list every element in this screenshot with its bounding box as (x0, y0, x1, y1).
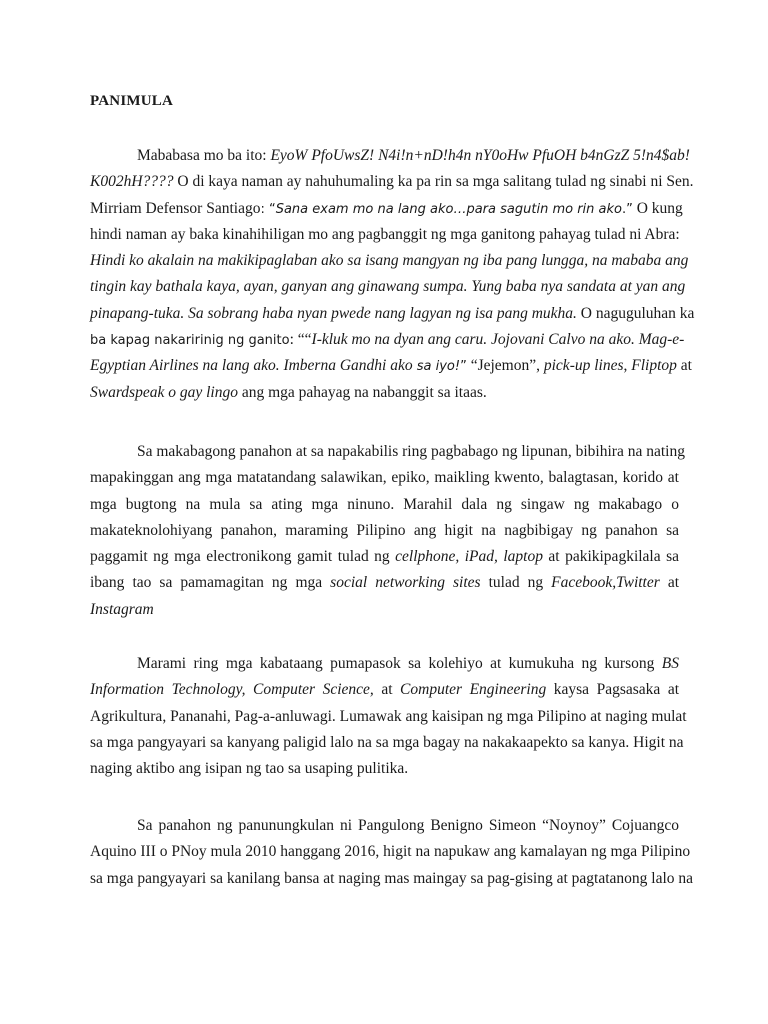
text-run: at (373, 681, 401, 699)
term: social networking sites (330, 574, 481, 592)
text-line (90, 169, 694, 195)
paragraph-courses (90, 651, 687, 782)
text-run: , (623, 357, 632, 375)
paragraph-politics (90, 813, 694, 892)
term: pick-up lines (543, 357, 624, 375)
text-run: paggamit ng mga electronikong gamit tulad ng (90, 548, 396, 566)
text-line (90, 301, 695, 327)
text-run: : “ (260, 201, 276, 217)
jejemon-quote: sa iyo! (412, 359, 461, 375)
gay-lingo-quote: I-kluk mo na dyan ang caru. Jojovani Calvo na ako. Mag-e- (311, 331, 685, 349)
fliptop-quote-line: tingin kay bathala kaya, ayan, ganyan ang ginawang sumpa. Yung baba nya sandata at yan ang (90, 278, 686, 296)
fliptop-quote: pinapang-tuka. Sa sobrang haba nyan pwede nang lagyan ng isa pang mukha. (90, 304, 577, 322)
text-run: Marami ring mga kabataang pumapasok sa kolehiyo at kumukuha ng kursong (137, 655, 662, 672)
section-heading: PANIMULA (90, 93, 173, 109)
text-line (90, 380, 679, 406)
text-line: makateknolohiyang panahon, maraming Pilipino ang higit na nagbibigay ng panahon sa (90, 521, 679, 539)
text-line: naging aktibo ang isipan ng tao sa usaping pulitika. (90, 760, 409, 778)
text-line: Agrikultura, Pananahi, Pag-a-anluwagi. Lumawak ang kaisipan ng mga Pilipino at naging mulat (90, 707, 687, 725)
text-line (90, 353, 692, 379)
text-run: : ““ (289, 331, 312, 349)
text-line (90, 196, 683, 222)
term: Computer Engineering (400, 681, 547, 699)
text-run: ” (460, 359, 467, 375)
term: cellphone, iPad, laptop (395, 548, 543, 566)
term: Information Technology, Computer Science, (90, 681, 374, 699)
text-line (90, 544, 679, 570)
text-run: ba kapag nakaririnig ng ganito (90, 333, 290, 349)
text-line: Instagram (90, 600, 154, 618)
text-run: ibang tao sa pamamagitan ng mga (90, 574, 331, 592)
text-run: “Jejemon”, (466, 357, 544, 375)
text-line (90, 570, 679, 596)
text-line (90, 677, 679, 703)
pick-up-line-quote: Sana exam mo na lang ako…para sagutin mo rin ako (275, 201, 622, 217)
jejemon-text: EyoW PfoUwsZ! N4i!n+nD!h4n nY0oHw PfuOH b4nGzZ 5!n4$ab! (270, 147, 690, 164)
term: BS (661, 655, 679, 672)
text-line: Sa makabagong panahon at sa napakabilis ring pagbabago ng lipunan, bibihira na nating (137, 443, 685, 460)
text-line: Sa panahon ng panunungkulan ni Pangulong Benigno Simeon “Noynoy” Cojuangco (137, 817, 679, 834)
text-line: hindi naman ay baka kinahihiligan mo ang pagbanggit ng mga ganitong pahayag tulad ni Abra: (90, 225, 680, 243)
text-run: ang mga pahayag na nabanggit sa itaas. (237, 383, 487, 401)
text-line (90, 143, 690, 169)
text-run: .” (621, 201, 633, 217)
paragraph-intro (90, 143, 695, 406)
text-run: at pakikipagkilala sa (542, 548, 679, 566)
paragraph-technology (90, 439, 685, 623)
text-run: O naguguluhan ka (576, 304, 695, 322)
gay-lingo-quote: Egyptian Airlines na lang ako. Imberna Gandhi ako (90, 357, 413, 375)
jejemon-text: K002hH???? (90, 173, 174, 191)
text-line: mga bugtong na mula sa ating mga ninuno. Marahil dala ng singaw ng makabago o (90, 495, 679, 513)
fliptop-quote-line: Hindi ko akalain na makikipaglaban ako sa isang mangyan ng iba pang lungga, na mababa ang (90, 252, 689, 270)
text-line (90, 327, 685, 353)
text-line: sa mga pangyayari sa kanilang bansa at naging mas maingay sa pag-gising at pagtatanong lalo na (90, 869, 694, 887)
text-run: at (676, 357, 692, 375)
term: Swardspeak o gay lingo (90, 383, 238, 401)
text-line: mapakinggan ang mga matatandang salawikan, epiko, maikling kwento, balagtasan, korido at (90, 469, 679, 487)
text-line: sa mga pangyayari sa kanyang paligid lalo na sa mga bagay na nakakaapekto sa kanya. Higit na (90, 733, 684, 751)
text-line: Aquino III o PNoy mula 2010 hanggang 2016, higit na napukaw ang kamalayan ng mga Pilipino (90, 843, 691, 861)
term: Fliptop (631, 357, 677, 375)
text-line (90, 651, 679, 677)
term: Facebook,Twitter (551, 574, 660, 592)
text-run: tulad ng (480, 574, 552, 592)
text-run: O di kaya naman ay nahuhumaling ka pa rin sa mga salitang tulad ng sinabi ni Sen. (173, 173, 694, 191)
text-run: kaysa Pagsasaka at (546, 681, 680, 699)
text-run: at (659, 574, 679, 592)
text-run: O kung (632, 199, 683, 217)
text-run: Mababasa mo ba ito: (137, 147, 271, 164)
text-run: Mirriam Defensor Santiago (90, 199, 261, 217)
